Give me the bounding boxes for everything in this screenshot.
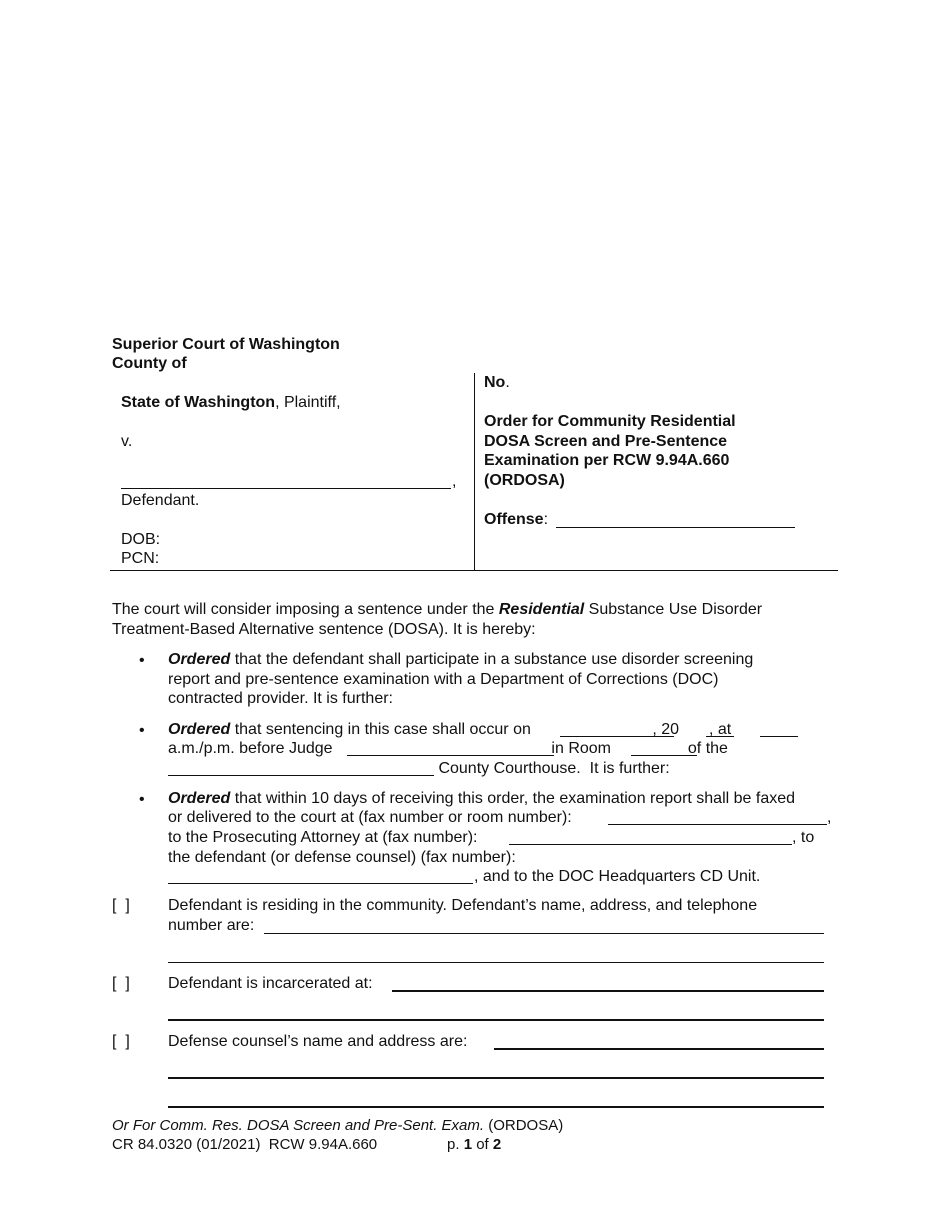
intro-line-2: Treatment-Based Alternative sentence (DOSA). It is hereby: — [112, 621, 536, 638]
order-3-keyword: Ordered — [168, 790, 231, 807]
incarcerated-checkbox[interactable]: [ ] — [112, 975, 130, 992]
order-2-text-2c: of the — [683, 740, 728, 757]
plaintiff-line — [121, 393, 341, 413]
order-3-line-1 — [168, 789, 795, 809]
defense-fax-blank[interactable] — [168, 883, 473, 884]
sentencing-time-blank[interactable] — [760, 736, 798, 737]
order-1-text-1: that the defendant shall participate in a substance use disorder screening — [230, 651, 754, 668]
order-3-line-5: , and to the DOC Headquarters CD Unit. — [474, 868, 761, 885]
residing-line-1: Defendant is residing in the community. Defendant’s name, address, and telephone — [168, 897, 758, 914]
order-3-line-4: the defendant (or defense counsel) (fax number): — [168, 849, 516, 866]
residing-line-2: number are: — [168, 917, 259, 934]
intro-emphasis: Residential — [498, 601, 585, 618]
county-courthouse-blank[interactable] — [168, 775, 434, 776]
order-2-text-2a: a.m./p.m. before Judge — [168, 740, 337, 757]
order-3-line-3: to the Prosecuting Attorney at (fax number): — [168, 829, 487, 846]
order-1-line-3: contracted provider. It is further: — [168, 690, 393, 707]
case-number — [484, 373, 510, 393]
defendant-name-blank[interactable] — [121, 488, 451, 489]
page-current: 1 — [463, 1136, 473, 1153]
document-title-line-2: DOSA Screen and Pre-Sentence — [484, 433, 728, 450]
versus: v. — [121, 433, 133, 450]
intro-text-b: Substance Use Disorder — [584, 601, 763, 618]
incarcerated-label: Defendant is incarcerated at: — [168, 975, 378, 992]
caption-bottom-rule — [110, 570, 838, 571]
bullet-2: • — [139, 722, 145, 739]
defendant-label: Defendant. — [121, 492, 200, 509]
counsel-info-blank-1[interactable] — [494, 1048, 824, 1050]
order-3-to: , to — [792, 829, 815, 846]
bullet-3: • — [139, 791, 145, 808]
pcn-label: PCN: — [121, 550, 160, 567]
order-1-line-2: report and pre-sentence examination with a Department of Corrections (DOC) — [168, 671, 719, 688]
order-1-line-1 — [168, 650, 753, 670]
sentencing-year-blank[interactable] — [706, 736, 734, 737]
order-2-text-1a: that sentencing in this case shall occur on — [230, 721, 536, 738]
judge-name-blank[interactable] — [347, 755, 554, 756]
residing-checkbox[interactable]: [ ] — [112, 897, 130, 914]
court-name: Superior Court of Washington — [112, 336, 340, 353]
order-2-text-2b: in Room — [546, 740, 616, 757]
order-2-text-1c: , at — [709, 721, 736, 738]
order-2-line-3: County Courthouse. It is further: — [434, 760, 670, 777]
court-fax-blank[interactable] — [608, 824, 827, 825]
counsel-checkbox[interactable]: [ ] — [112, 1033, 130, 1050]
prosecutor-fax-blank[interactable] — [509, 844, 792, 845]
offense-blank[interactable] — [556, 527, 795, 528]
order-3-line-2: or delivered to the court at (fax number or room number): — [168, 809, 581, 826]
plaintiff-role: , Plaintiff, — [275, 394, 341, 411]
counsel-label: Defense counsel’s name and address are: — [168, 1033, 472, 1050]
county-label: County of — [112, 355, 187, 372]
caption-divider — [474, 373, 475, 571]
case-number-label: No — [484, 374, 506, 391]
order-3-text-1: that within 10 days of receiving this order, the examination report shall be faxed — [230, 790, 796, 807]
room-number-blank[interactable] — [631, 755, 697, 756]
order-2-keyword: Ordered — [168, 721, 231, 738]
document-title-line-3: Examination per RCW 9.94A.660 — [484, 452, 730, 469]
page-number — [447, 1135, 501, 1155]
footer-title — [112, 1116, 563, 1136]
intro-line-1 — [112, 600, 762, 620]
document-title-line-4: (ORDOSA) — [484, 472, 565, 489]
footer-form-code: (ORDOSA) — [484, 1117, 564, 1134]
offense-colon: : — [543, 511, 549, 528]
footer-title-italic: Or For Comm. Res. DOSA Screen and Pre-Sent. Exam. — [112, 1117, 485, 1134]
page-prefix: p. — [447, 1136, 464, 1153]
bullet-1: • — [139, 652, 145, 669]
offense-label — [484, 510, 548, 530]
residing-info-blank-2[interactable] — [168, 962, 824, 963]
plaintiff-name: State of Washington — [121, 394, 276, 411]
document-title-line-1: Order for Community Residential — [484, 413, 736, 430]
footer-form-number: CR 84.0320 (01/2021) RCW 9.94A.660 — [112, 1136, 378, 1153]
order-3-comma: , — [827, 809, 832, 826]
order-2-line-2 — [168, 739, 728, 759]
residing-info-blank-1[interactable] — [264, 933, 824, 934]
counsel-info-blank-3[interactable] — [168, 1106, 824, 1108]
page-of: of — [472, 1136, 493, 1153]
order-2-line-1 — [168, 720, 736, 740]
case-number-period: . — [505, 374, 510, 391]
defendant-comma: , — [452, 473, 457, 490]
order-2-text-1b: , 20 — [652, 721, 679, 738]
incarceration-location-blank-1[interactable] — [392, 990, 824, 992]
intro-text-a: The court will consider imposing a sentence under the — [112, 601, 499, 618]
dob-label: DOB: — [121, 531, 161, 548]
sentencing-date-blank[interactable] — [560, 736, 674, 737]
incarceration-location-blank-2[interactable] — [168, 1019, 824, 1021]
page-total: 2 — [492, 1136, 502, 1153]
counsel-info-blank-2[interactable] — [168, 1077, 824, 1079]
offense-label-text: Offense — [484, 511, 544, 528]
order-1-keyword: Ordered — [168, 651, 231, 668]
